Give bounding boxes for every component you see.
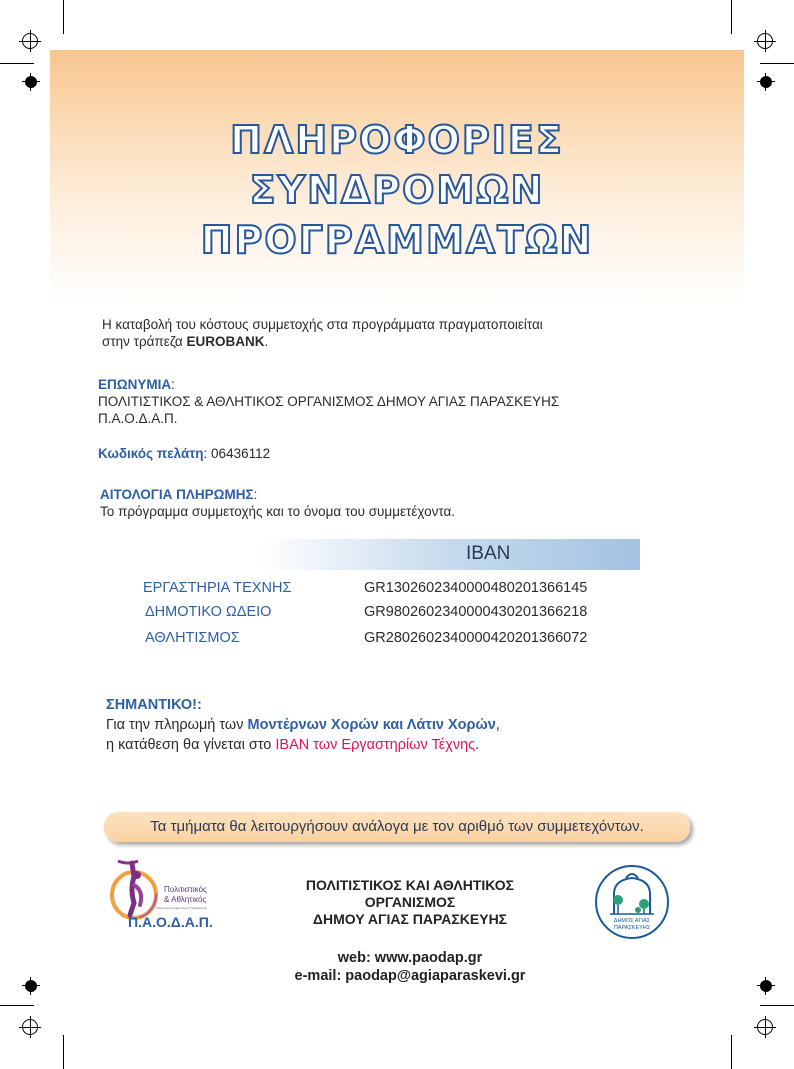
crop-mark bbox=[760, 63, 794, 64]
eponymia-colon: : bbox=[171, 377, 175, 392]
iban-row-name: ΑΘΛΗΤΙΣΜΟΣ bbox=[145, 630, 240, 646]
registration-dot bbox=[760, 76, 772, 88]
payment-reason-heading bbox=[100, 486, 700, 503]
important-comma: , bbox=[495, 717, 500, 733]
important-line-1 bbox=[106, 715, 706, 735]
footer-web-link[interactable]: web: www.paodap.gr bbox=[337, 950, 483, 966]
customer-code bbox=[98, 445, 270, 462]
registration-dot bbox=[760, 980, 772, 992]
payment-reason-section bbox=[100, 486, 700, 520]
important-dance-highlight: Μοντέρνων Χορών και Λάτιν Χορών bbox=[247, 717, 496, 733]
crop-mark bbox=[731, 0, 732, 34]
crop-mark bbox=[731, 1035, 732, 1069]
customer-code-value: : 06436112 bbox=[203, 446, 271, 461]
eponymia-line-2: Π.Α.Ο.Δ.Α.Π. bbox=[98, 411, 178, 426]
payment-reason-text: Το πρόγραμμα συμμετοχής και το όνομα του συμμετέχοντα. bbox=[100, 504, 456, 519]
eponymia-section bbox=[98, 376, 698, 427]
payment-reason-label: ΑΙΤΟΛΟΓΙΑ ΠΛΗΡΩΜΗΣ bbox=[100, 487, 254, 502]
iban-header-bar bbox=[133, 539, 640, 570]
important-iban-highlight: IBAN των Εργαστηρίων Τέχνης bbox=[275, 737, 476, 753]
important-line-2 bbox=[106, 735, 706, 755]
logo-tiny-text: Οργανισμός Δήμου Αγίας Παρασκευής bbox=[156, 906, 208, 910]
crop-mark bbox=[0, 63, 34, 64]
registration-dot bbox=[25, 980, 37, 992]
crop-mark bbox=[760, 1005, 794, 1006]
important-line-1-text: Για την πληρωμή των bbox=[106, 717, 248, 733]
intro-period: . bbox=[264, 334, 269, 349]
registration-mark bbox=[22, 33, 38, 49]
payment-reason-colon: : bbox=[253, 487, 258, 502]
iban-header: IBAN bbox=[466, 543, 511, 564]
intro-line-1: Η καταβολή του κόστους συμμετοχής στα προγράμματα πραγματοποιείται bbox=[102, 317, 543, 332]
footer-org-line-3: ΔΗΜΟΥ ΑΓΙΑΣ ΠΑΡΑΣΚΕΥΗΣ bbox=[312, 911, 508, 927]
intro-line-2 bbox=[102, 333, 662, 350]
iban-row-name: ΕΡΓΑΣΤΗΡΙΑ ΤΕΧΝΗΣ bbox=[143, 580, 292, 596]
municipality-name-line-2: ΠΑΡΑΣΚΕΥΗΣ bbox=[613, 925, 651, 931]
registration-mark bbox=[22, 1019, 38, 1035]
iban-row-name: ΔΗΜΟΤΙΚΟ ΩΔΕΙΟ bbox=[145, 604, 272, 620]
footer-org-line-2: ΟΡΓΑΝΙΣΜΟΣ bbox=[364, 894, 456, 910]
iban-row-code: GR1302602340000480201366145 bbox=[364, 580, 588, 596]
municipality-logo bbox=[594, 864, 670, 940]
intro-line-2-text: στην τράπεζα bbox=[102, 334, 187, 349]
important-section bbox=[106, 697, 706, 755]
iban-row-code: GR9802602340000430201366218 bbox=[364, 604, 588, 620]
note-text: Τα τμήματα θα λειτουργήσουν ανάλογα με τον αριθμό των συμμετεχόντων. bbox=[150, 818, 644, 835]
logo-text-2: & Αθλητικός bbox=[164, 895, 207, 904]
eponymia-label: ΕΠΩΝΥΜΙΑ bbox=[98, 377, 172, 392]
iban-row-code: GR2802602340000420201366072 bbox=[364, 630, 588, 646]
municipality-name-line-1: ΔΗΜΟΣ ΑΓΙΑΣ bbox=[613, 918, 651, 924]
logo-acronym: Π.Α.Ο.Δ.Α.Π. bbox=[128, 914, 213, 930]
crop-mark bbox=[0, 1005, 34, 1006]
crop-mark bbox=[63, 0, 64, 34]
paodap-logo bbox=[104, 855, 234, 935]
eponymia-line-1: ΠΟΛΙΤΙΣΤΙΚΟΣ & ΑΘΛΗΤΙΚΟΣ ΟΡΓΑΝΙΣΜΟΣ ΔΗΜΟΥ ΑΓΙΑΣ ΠΑΡΑΣΚΕΥΗΣ bbox=[98, 394, 560, 409]
crop-mark bbox=[63, 1035, 64, 1069]
intro-paragraph bbox=[102, 316, 662, 350]
registration-dot bbox=[25, 76, 37, 88]
eponymia-heading bbox=[98, 376, 698, 393]
registration-mark bbox=[757, 33, 773, 49]
customer-code-label: Κωδικός πελάτη bbox=[98, 446, 204, 461]
bank-name: EUROBANK bbox=[186, 334, 265, 349]
page-title-line-3: ΠΡΟΓΡΑΜΜΑΤΩΝ bbox=[200, 218, 594, 262]
footer-org-line-1: ΠΟΛΙΤΙΣΤΙΚΟΣ ΚΑΙ ΑΘΛΗΤΙΚΟΣ bbox=[305, 877, 515, 893]
important-line-2-text: η κατάθεση θα γίνεται στο bbox=[106, 737, 276, 753]
page-title-line-2: ΣΥΝΔΡΟΜΩΝ bbox=[249, 168, 545, 212]
important-period: . bbox=[475, 737, 480, 753]
registration-mark bbox=[757, 1019, 773, 1035]
page-title-line-1: ΠΛΗΡΟΦΟΡΙΕΣ bbox=[230, 118, 564, 162]
footer-email-link[interactable]: e-mail: paodap@agiaparaskevi.gr bbox=[294, 968, 526, 984]
logo-text-1: Πολιτιστικός bbox=[164, 885, 207, 894]
important-title: ΣΗΜΑΝΤΙΚΟ!: bbox=[106, 697, 202, 713]
